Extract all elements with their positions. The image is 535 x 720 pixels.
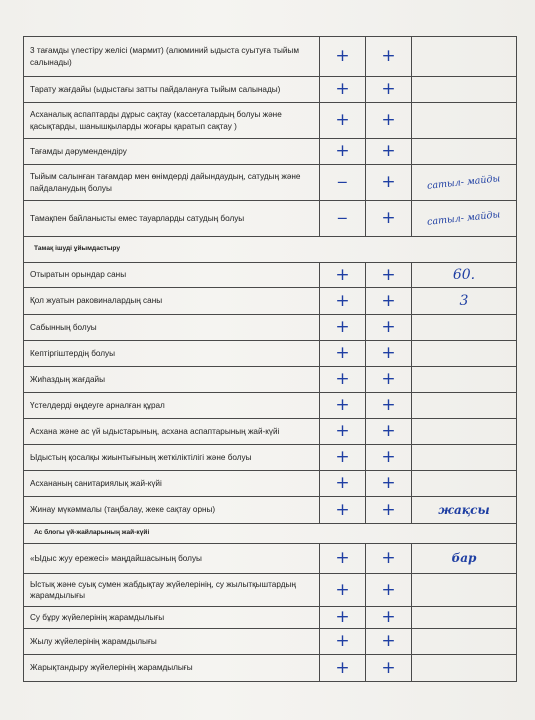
check-mark: + [366, 139, 412, 165]
row-label: Ыдыстың қосалқы жиынтығының жеткіліктілігі және болуы [24, 445, 320, 471]
table-row [24, 471, 517, 497]
check-mark: + [320, 574, 366, 607]
row-label: Асханалық аспаптарды дұрыс сақтау (кассеталардың болуы және қасықтарды, шанышқыларды жоғары қаратып сақтау ) [24, 103, 320, 139]
check-mark: + [366, 165, 412, 201]
table-row [24, 139, 517, 165]
check-mark: + [366, 497, 412, 524]
check-mark: + [366, 629, 412, 655]
row-label: Жарықтандыру жүйелерінің жарамдылығы [24, 655, 320, 682]
note-cell: 3 [412, 288, 517, 315]
check-mark: + [366, 315, 412, 341]
note-cell: сатыл- майды [412, 165, 517, 201]
check-mark: + [366, 445, 412, 471]
check-mark: + [320, 77, 366, 103]
check-mark: + [320, 655, 366, 682]
row-label: Тағамды дәрумендендіру [24, 139, 320, 165]
check-mark: + [366, 471, 412, 497]
note-cell [412, 77, 517, 103]
check-mark: + [366, 393, 412, 419]
note-cell: бар [412, 544, 517, 574]
table-row [24, 497, 517, 524]
dash-mark: – [320, 165, 366, 201]
check-mark: + [320, 607, 366, 629]
check-mark: + [366, 367, 412, 393]
section-title: Ас блогы үй-жайларының жай-күйі [24, 524, 517, 544]
row-label: Қол жуатын раковиналардың саны [24, 288, 320, 315]
note-cell [412, 607, 517, 629]
dash-mark: – [320, 201, 366, 237]
check-mark: + [366, 341, 412, 367]
section-header-row [24, 524, 517, 544]
note-cell [412, 139, 517, 165]
check-mark: + [320, 341, 366, 367]
row-label: Жинау мүкәммалы (таңбалау, жеке сақтау орны) [24, 497, 320, 524]
note-cell [412, 655, 517, 682]
table-row [24, 37, 517, 77]
table-row [24, 393, 517, 419]
row-label: Тамақпен байланысты емес тауарларды сатудың болуы [24, 201, 320, 237]
table-row [24, 445, 517, 471]
table-row [24, 315, 517, 341]
check-mark: + [366, 607, 412, 629]
note-cell: 60. [412, 263, 517, 288]
row-label: Тарату жағдайы (ыдыстағы затты пайдалануға тыйым салынады) [24, 77, 320, 103]
check-mark: + [320, 629, 366, 655]
table-row [24, 367, 517, 393]
check-mark: + [366, 655, 412, 682]
table-row [24, 419, 517, 445]
row-label: Тыйым салынған тағамдар мен өнімдерді дайындаудың, сатудың және пайдаланудың болуы [24, 165, 320, 201]
note-cell [412, 419, 517, 445]
note-cell [412, 341, 517, 367]
note-cell [412, 574, 517, 607]
check-mark: + [366, 574, 412, 607]
note-cell [412, 103, 517, 139]
row-label: Үстелдерді өңдеуге арналған құрал [24, 393, 320, 419]
check-mark: + [320, 471, 366, 497]
table-row [24, 103, 517, 139]
check-mark: + [320, 139, 366, 165]
note-cell [412, 445, 517, 471]
table-row [24, 341, 517, 367]
note-cell [412, 629, 517, 655]
note-cell [412, 315, 517, 341]
check-mark: + [366, 419, 412, 445]
note-cell [412, 393, 517, 419]
check-mark: + [320, 288, 366, 315]
check-mark: + [320, 103, 366, 139]
check-mark: + [366, 201, 412, 237]
table-row [24, 629, 517, 655]
check-mark: + [320, 315, 366, 341]
inspection-table [23, 36, 517, 682]
note-cell: жақсы [412, 497, 517, 524]
row-label: Су бұру жүйелерінің жарамдылығы [24, 607, 320, 629]
table-row [24, 607, 517, 629]
check-mark: + [320, 497, 366, 524]
table-row [24, 263, 517, 288]
row-label: Сабынның болуы [24, 315, 320, 341]
row-label: Асхана және ас үй ыдыстарының, асхана аспаптарының жай-күйі [24, 419, 320, 445]
check-mark: + [366, 288, 412, 315]
check-mark: + [366, 37, 412, 77]
note-cell [412, 37, 517, 77]
row-label: Жылу жүйелерінің жарамдылығы [24, 629, 320, 655]
table-row [24, 201, 517, 237]
table-row [24, 288, 517, 315]
check-mark: + [366, 77, 412, 103]
table-row [24, 574, 517, 607]
note-cell [412, 367, 517, 393]
check-mark: + [366, 544, 412, 574]
table-row [24, 544, 517, 574]
check-mark: + [320, 445, 366, 471]
check-mark: + [320, 419, 366, 445]
note-cell: сатыл- майды [412, 201, 517, 237]
row-label: Ыстық және суық сумен жабдықтау жүйелерінің, су жылытқыштардың жарамдылығы [24, 574, 320, 607]
check-mark: + [320, 37, 366, 77]
row-label: 3 тағамды үлестіру желісі (мармит) (алюминий ыдыста суытуға тыйым салынады) [24, 37, 320, 77]
table-row [24, 165, 517, 201]
section-header-row [24, 237, 517, 263]
row-label: Жиһаздың жағдайы [24, 367, 320, 393]
check-mark: + [320, 367, 366, 393]
check-mark: + [320, 393, 366, 419]
table-row [24, 655, 517, 682]
row-label: «Ыдыс жуу ережесі» маңдайшасының болуы [24, 544, 320, 574]
section-title: Тамақ ішуді ұйымдастыру [24, 237, 517, 263]
table-row [24, 77, 517, 103]
check-mark: + [320, 544, 366, 574]
check-mark: + [366, 103, 412, 139]
row-label: Отыратын орындар саны [24, 263, 320, 288]
check-mark: + [320, 263, 366, 288]
row-label: Асхананың санитариялық жай-күйі [24, 471, 320, 497]
row-label: Кептіргіштердің болуы [24, 341, 320, 367]
note-cell [412, 471, 517, 497]
check-mark: + [366, 263, 412, 288]
